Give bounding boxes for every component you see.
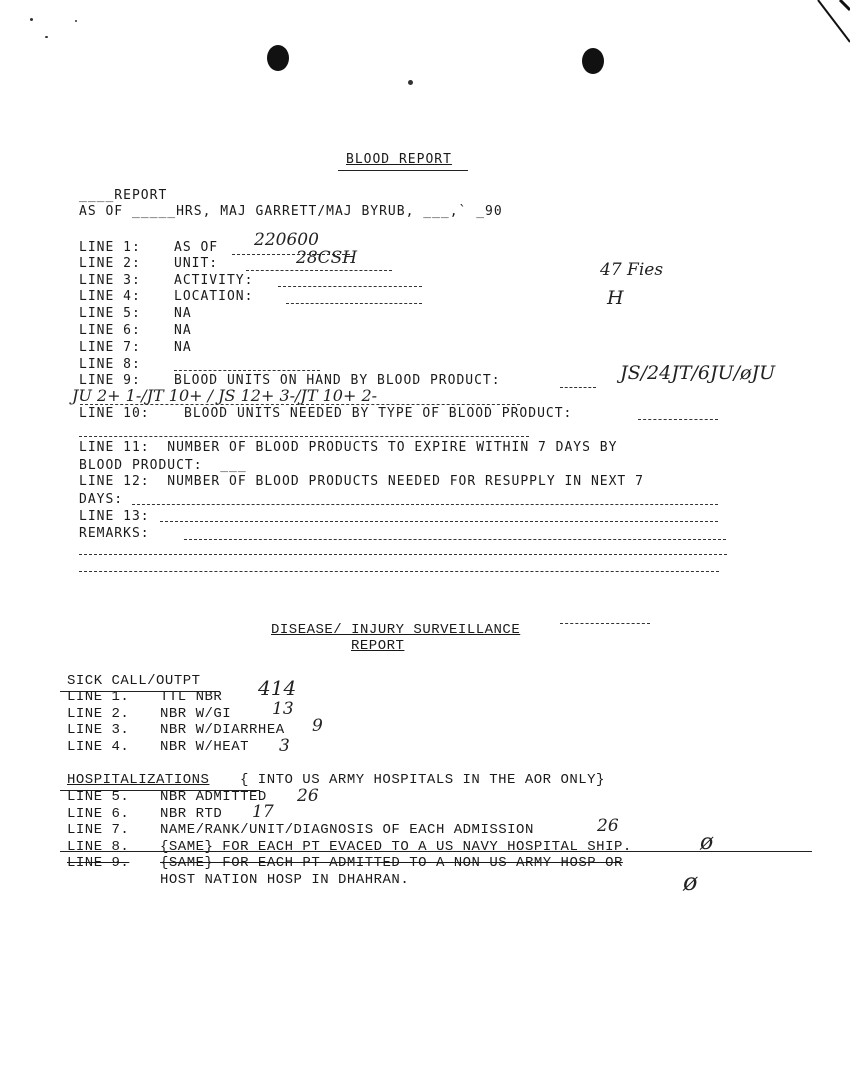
as-of-line: AS OF _____HRS, MAJ GARRETT/MAJ BYRUB, ___,` _90	[79, 204, 503, 219]
disease-report-title: DISEASE/ INJURY SURVEILLANCE	[271, 622, 521, 638]
handwritten-value: 9	[312, 716, 323, 736]
handwritten-value: JS/24JT/6JU/øJU	[620, 362, 776, 384]
handwritten-value: 28CSH	[296, 248, 358, 268]
line-text: BLOOD UNITS NEEDED BY TYPE OF BLOOD PRODUCT:	[184, 406, 573, 421]
line-label: LINE 8:	[79, 357, 141, 372]
line-text: BLOOD UNITS ON HAND BY BLOOD PRODUCT:	[174, 373, 501, 388]
line-text: NBR ADMITTED	[160, 789, 267, 805]
scan-speck	[75, 20, 77, 22]
handwritten-continuation: JU 2+ 1-/JT 10+ / JS 12+ 3-/JT 10+ 2-	[72, 386, 378, 405]
line-label: LINE 6.	[67, 806, 130, 822]
handwritten-value: 26	[297, 786, 319, 806]
handwritten-value: 13	[272, 699, 294, 719]
punch-hole-right	[582, 48, 604, 74]
line-9-cont: HOST NATION HOSP IN DHAHRAN.	[160, 872, 410, 888]
line-label: LINE 7.	[67, 822, 130, 838]
line-text: NAME/RANK/UNIT/DIAGNOSIS OF EACH ADMISSION	[160, 822, 534, 838]
line-11: LINE 11: NUMBER OF BLOOD PRODUCTS TO EXPIRE WITHIN 7 DAYS BY	[79, 440, 618, 455]
line-text: NBR W/HEAT	[160, 739, 250, 755]
line-label: LINE 1:	[79, 240, 141, 255]
blood-report-title: BLOOD REPORT	[346, 152, 452, 167]
scan-speck	[45, 36, 48, 38]
handwritten-value: 17	[252, 802, 274, 822]
line-label: LINE 4:	[79, 289, 141, 304]
line-12-cont: DAYS:	[79, 492, 124, 507]
handwritten-value: ø	[700, 830, 714, 855]
line-text: NBR W/DIARRHEA	[160, 722, 285, 738]
line-text: AS OF	[174, 240, 219, 255]
line-label: LINE 10:	[79, 406, 150, 421]
line-text: TTL NBR	[160, 689, 223, 705]
line-12: LINE 12: NUMBER OF BLOOD PRODUCTS NEEDED FOR RESUPPLY IN NEXT 7	[79, 474, 644, 489]
line-text: NBR RTD	[160, 806, 223, 822]
line-label: LINE 4.	[67, 739, 130, 755]
line-label: LINE 3:	[79, 273, 141, 288]
disease-report-title-2: REPORT	[351, 638, 405, 654]
line-text: NA	[174, 340, 192, 355]
line-text: UNIT:	[174, 256, 219, 271]
line-label: LINE 3.	[67, 722, 130, 738]
line-label: LINE 9:	[79, 373, 141, 388]
handwritten-value: 220600	[254, 230, 319, 250]
margin-note: H	[607, 287, 624, 309]
line-text: {SAME} FOR EACH PT EVACED TO A US NAVY HOSPITAL SHIP.	[160, 839, 632, 855]
line-text: NBR W/GI	[160, 706, 232, 722]
line-label: LINE 5:	[79, 306, 141, 321]
line-label: LINE 7:	[79, 340, 141, 355]
line-label: LINE 1.	[67, 689, 130, 705]
report-line: ____REPORT	[79, 188, 168, 203]
line-label: LINE 9.	[67, 855, 130, 871]
line-label: LINE 8.	[67, 839, 130, 855]
margin-note: 47 Fies	[600, 260, 664, 280]
line-text: NA	[174, 306, 192, 321]
line-11-cont: BLOOD PRODUCT: ___	[79, 458, 247, 473]
line-text: LOCATION:	[174, 289, 254, 304]
corner-fold-mark	[800, 0, 850, 50]
sick-call-heading: SICK CALL/OUTPT	[67, 673, 201, 689]
handwritten-value: 414	[258, 676, 297, 700]
title-underline	[338, 170, 468, 171]
scan-speck	[408, 80, 413, 85]
punch-hole-left	[267, 45, 289, 71]
handwritten-value: 26	[597, 816, 619, 836]
line-label: LINE 2.	[67, 706, 130, 722]
line-label: LINE 2:	[79, 256, 141, 271]
hospitalizations-heading-rest: { INTO US ARMY HOSPITALS IN THE AOR ONLY}	[240, 772, 605, 788]
handwritten-value: 3	[279, 736, 290, 756]
line-label: LINE 5.	[67, 789, 130, 805]
hospitalizations-heading: HOSPITALIZATIONS	[67, 772, 210, 788]
line-text: {SAME} FOR EACH PT ADMITTED TO A NON US ARMY HOSP OR	[160, 855, 623, 871]
remarks-label: REMARKS:	[79, 526, 150, 541]
line-label: LINE 6:	[79, 323, 141, 338]
line-13: LINE 13:	[79, 509, 150, 524]
line-text: NA	[174, 323, 192, 338]
scan-speck	[30, 18, 33, 21]
handwritten-value: ø	[683, 868, 698, 896]
line-text: ACTIVITY:	[174, 273, 254, 288]
